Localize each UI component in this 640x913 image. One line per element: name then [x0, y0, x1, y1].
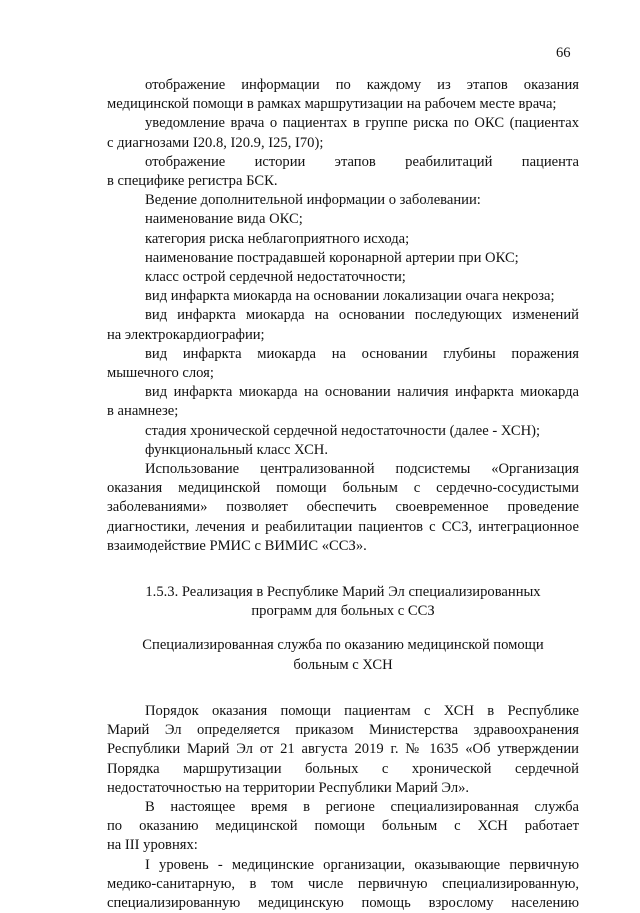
paragraph-line: отображение информации по каждому из этапов оказания — [145, 77, 579, 93]
paragraph-line: категория риска неблагоприятного исхода; — [145, 230, 410, 247]
paragraph-line: функциональный класс ХСН. — [145, 441, 328, 458]
paragraph-line: взаимодействие РМИС с ВИМИС «ССЗ». — [107, 537, 367, 554]
paragraph-line: вид инфаркта миокарда на основании локализации очага некроза; — [145, 288, 555, 305]
paragraph-line: недостаточностью на территории Республики Марий Эл». — [107, 779, 470, 796]
paragraph-line: вид инфаркта миокарда на основании наличия инфаркта миокарда — [145, 384, 579, 401]
paragraph-line: отображение истории этапов реабилитаций пациента — [145, 153, 579, 170]
paragraph-line: специализированную медицинскую помощь взрослому населению — [107, 894, 579, 911]
paragraph-line: уведомление врача о пациентах в группе риска по ОКС (пациентах — [145, 115, 579, 132]
paragraph-line: Использование централизованной подсистемы «Организация — [145, 461, 579, 478]
paragraph-line: наименование вида ОКС; — [145, 211, 303, 228]
paragraph-line: оказания медицинской помощи больным с сердечно-сосудистыми — [107, 480, 579, 497]
paragraph-line: заболеваниями» позволяет обеспечить своевременное проведение — [107, 499, 579, 516]
paragraph-line: класс острой сердечной недостаточности; — [145, 269, 406, 286]
section-heading: 1.5.3. Реализация в Республике Марий Эл специализированных — [145, 584, 541, 601]
document-body — [107, 76, 579, 913]
paragraph-line: вид инфаркта миокарда на основании глубины поражения — [145, 345, 579, 362]
paragraph-line: I уровень - медицинские организации, оказывающие первичную — [145, 856, 579, 873]
subheading: Специализированная служба по оказанию медицинской помощи — [142, 637, 544, 654]
paragraph-line: диагностики, лечения и реабилитации пациентов с ССЗ, интеграционное — [107, 518, 579, 535]
paragraph-line: Республики Марий Эл от 21 августа 2019 г. № 1635 «Об утверждении — [107, 741, 579, 758]
paragraph-line: Порядка маршрутизации больных с хронической сердечной — [107, 760, 579, 777]
paragraph-line: по оказанию медицинской помощи больным с ХСН работает — [107, 818, 579, 835]
paragraph-line: на III уровнях: — [107, 837, 198, 854]
paragraph-line: в специфике регистра БСК. — [107, 173, 278, 190]
page-number: 66 — [556, 45, 571, 61]
paragraph-line: с диагнозами I20.8, I20.9, I25, I70); — [107, 134, 324, 151]
paragraph-line: Порядок оказания помощи пациентам с ХСН в Республике — [145, 702, 579, 719]
paragraph-line: в анамнезе; — [107, 403, 179, 420]
subheading: больным с ХСН — [293, 656, 393, 673]
paragraph-line: медицинской помощи в рамках маршрутизации на рабочем месте врача; — [107, 96, 557, 113]
paragraph-line: на электрокардиографии; — [107, 326, 265, 343]
paragraph-line: вид инфаркта миокарда на основании последующих изменений — [145, 307, 579, 324]
section-heading: программ для больных с ССЗ — [251, 603, 435, 620]
paragraph-line: Ведение дополнительной информации о заболевании: — [145, 192, 481, 209]
paragraph-line: медико-санитарную, в том числе первичную специализированную, — [107, 875, 579, 892]
paragraph-line: В настоящее время в регионе специализированная служба — [145, 798, 579, 815]
paragraph-line: мышечного слоя; — [107, 365, 214, 382]
paragraph-line: Марий Эл определяется приказом Министерства здравоохранения — [107, 722, 579, 739]
paragraph-line: стадия хронической сердечной недостаточности (далее - ХСН); — [145, 422, 541, 439]
paragraph-line: наименование пострадавшей коронарной артерии при ОКС; — [145, 249, 519, 266]
